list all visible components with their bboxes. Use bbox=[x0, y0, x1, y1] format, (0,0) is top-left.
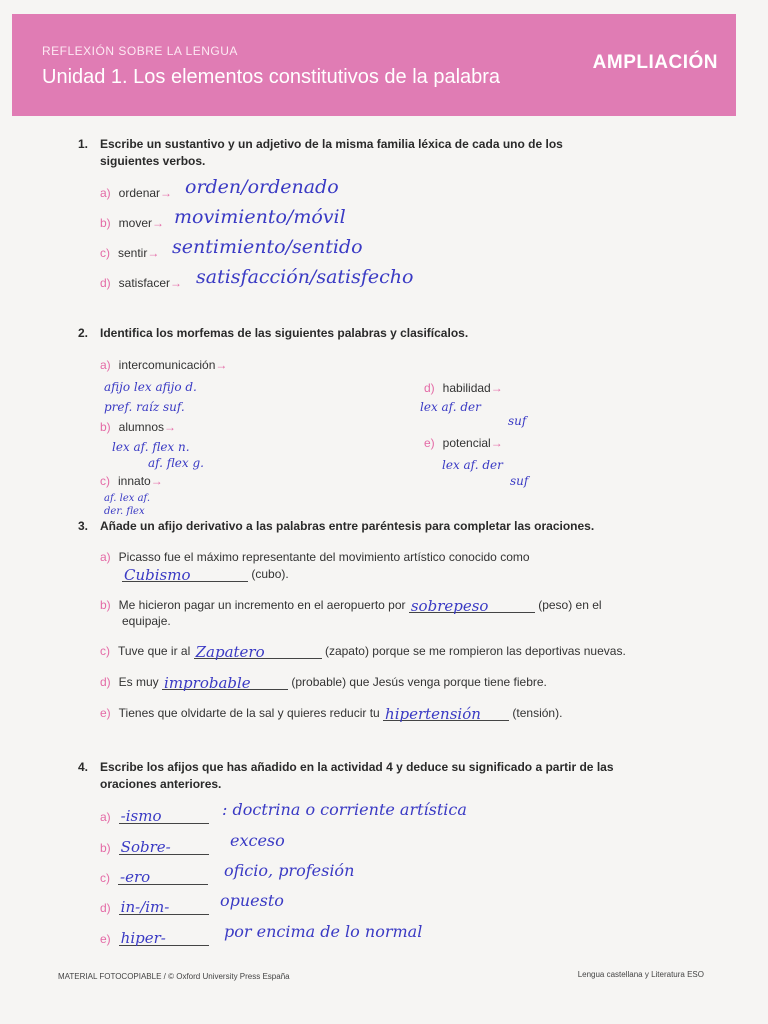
item-word: intercomunicación bbox=[118, 358, 216, 372]
item-letter: b) bbox=[100, 216, 111, 230]
answer-blank bbox=[122, 565, 248, 582]
item-letter: e) bbox=[100, 706, 111, 720]
sentence-text: (peso) en el bbox=[538, 598, 602, 612]
answer-blank bbox=[119, 898, 209, 915]
handwritten-affix: -ero bbox=[120, 868, 151, 886]
q4-meaning-c: oficio, profesión bbox=[224, 861, 355, 880]
sentence-text: Es muy bbox=[118, 675, 159, 689]
arrow-icon: → bbox=[490, 381, 503, 395]
item-letter: d) bbox=[424, 381, 435, 395]
item-letter: e) bbox=[424, 436, 435, 450]
q1-answer-c: sentimiento/sentido bbox=[172, 236, 363, 258]
q4-item-b bbox=[100, 838, 209, 855]
q1-answer-b: movimiento/móvil bbox=[174, 206, 346, 228]
q1-item-b bbox=[100, 216, 164, 230]
q3-sentence-e bbox=[100, 704, 700, 721]
q2-item-a bbox=[100, 358, 227, 372]
q2-notes-c-line2: der. flex bbox=[104, 506, 145, 517]
handwritten-affix: Sobre- bbox=[120, 838, 171, 856]
item-letter: d) bbox=[100, 901, 111, 915]
answer-blank bbox=[194, 642, 322, 659]
q1-answer-d: satisfacción/satisfecho bbox=[196, 266, 414, 288]
header-title: Unidad 1. Los elementos constitutivos de la palabra bbox=[42, 66, 501, 88]
answer-blank bbox=[409, 596, 535, 613]
sentence-text: (zapato) porque se me rompieron las deportivas nuevas. bbox=[324, 644, 626, 658]
item-word: habilidad bbox=[442, 381, 491, 395]
q1-answer-a: orden/ordenado bbox=[185, 176, 339, 198]
arrow-icon: → bbox=[215, 358, 228, 372]
q2-item-b bbox=[100, 420, 176, 434]
header-badge: AMPLIACIÓN bbox=[592, 52, 718, 73]
arrow-icon: → bbox=[170, 276, 183, 290]
item-letter: a) bbox=[100, 810, 111, 824]
q1-item-a bbox=[100, 186, 172, 200]
q2-notes-b-line1: lex af. flex n. bbox=[112, 440, 190, 454]
question-text-line1: Escribe un sustantivo y un adjetivo de la misma familia léxica de cada uno de los bbox=[100, 137, 563, 151]
sentence-text: Tuve que ir al bbox=[118, 644, 191, 658]
sentence-text: Me hicieron pagar un incremento en el aeropuerto por bbox=[118, 598, 406, 612]
sentence-text: (probable) que Jesús venga porque tiene fiebre. bbox=[291, 675, 547, 689]
item-letter: b) bbox=[100, 841, 111, 855]
answer-blank bbox=[383, 704, 509, 721]
q2-notes-e-line1: lex af. der bbox=[442, 458, 503, 472]
question-text-line2: oraciones anteriores. bbox=[100, 777, 222, 791]
item-letter: b) bbox=[100, 420, 111, 434]
arrow-icon: → bbox=[164, 420, 177, 434]
item-word: potencial bbox=[442, 436, 491, 450]
question-number: 1. bbox=[78, 137, 89, 151]
q4-item-d bbox=[100, 898, 209, 915]
q4-meaning-d: opuesto bbox=[220, 891, 284, 910]
q2-notes-e-line2: suf bbox=[510, 474, 529, 488]
question-text-line1: Escribe los afijos que has añadido en la actividad 4 y deduce su significado a partir de las bbox=[100, 760, 614, 774]
answer-blank bbox=[162, 673, 288, 690]
q3-sentence-a bbox=[100, 549, 690, 582]
item-letter: c) bbox=[100, 474, 110, 488]
handwritten-answer: sobrepeso bbox=[410, 597, 489, 615]
q2-item-d bbox=[424, 381, 503, 395]
item-letter: c) bbox=[100, 246, 110, 260]
q2-notes-d-line1: lex af. der bbox=[420, 400, 481, 414]
arrow-icon: → bbox=[150, 474, 163, 488]
handwritten-answer: improbable bbox=[164, 674, 251, 692]
q3-sentence-c bbox=[100, 642, 700, 659]
item-letter: a) bbox=[100, 186, 111, 200]
question-number: 3. bbox=[78, 519, 89, 533]
handwritten-affix: hiper- bbox=[120, 929, 166, 947]
item-word: mover bbox=[118, 216, 153, 230]
q4-meaning-e: por encima de lo normal bbox=[224, 922, 423, 941]
question-text-line2: siguientes verbos. bbox=[100, 154, 206, 168]
q1-item-d bbox=[100, 276, 182, 290]
q4-item-e bbox=[100, 929, 209, 946]
q4-meaning-a: : doctrina o corriente artística bbox=[222, 800, 467, 819]
q3-sentence-b bbox=[100, 596, 690, 629]
q2-notes-b-line2: af. flex g. bbox=[148, 456, 204, 470]
q2-notes-a-line2: pref. raíz suf. bbox=[104, 400, 185, 414]
question-number: 2. bbox=[78, 326, 89, 340]
item-letter: a) bbox=[100, 550, 111, 564]
question-text: Identifica los morfemas de las siguientes palabras y clasifícalos. bbox=[100, 326, 469, 340]
item-letter: e) bbox=[100, 932, 111, 946]
sentence-text: (cubo). bbox=[251, 567, 289, 581]
arrow-icon: → bbox=[152, 216, 165, 230]
arrow-icon: → bbox=[490, 436, 503, 450]
item-word: innato bbox=[118, 474, 151, 488]
footer-copyright: MATERIAL FOTOCOPIABLE / © Oxford University Press España bbox=[58, 972, 290, 981]
item-word: satisfacer bbox=[118, 276, 171, 290]
question-text: Añade un afijo derivativo a las palabras entre paréntesis para completar las oraciones. bbox=[100, 519, 595, 533]
arrow-icon: → bbox=[147, 246, 160, 260]
q1-item-c bbox=[100, 246, 159, 260]
handwritten-answer: hipertensión bbox=[385, 705, 481, 723]
sentence-text: Picasso fue el máximo representante del movimiento artístico conocido como bbox=[118, 550, 530, 564]
footer-subject: Lengua castellana y Literatura ESO bbox=[577, 970, 704, 979]
handwritten-affix: -ismo bbox=[120, 807, 162, 825]
item-word: alumnos bbox=[118, 420, 165, 434]
handwritten-answer: Zapatero bbox=[195, 643, 265, 661]
q2-item-e bbox=[424, 436, 503, 450]
q2-notes-d-line2: suf bbox=[508, 414, 527, 428]
q4-meaning-b: exceso bbox=[230, 831, 285, 850]
answer-blank bbox=[118, 868, 208, 885]
answer-blank bbox=[119, 807, 209, 824]
q4-item-c bbox=[100, 868, 208, 885]
arrow-icon: → bbox=[160, 186, 173, 200]
q2-item-c bbox=[100, 474, 163, 488]
item-letter: a) bbox=[100, 358, 111, 372]
item-letter: c) bbox=[100, 644, 110, 658]
sentence-text: equipaje. bbox=[122, 614, 171, 628]
q4-item-a bbox=[100, 807, 209, 824]
q2-notes-c-line1: af. lex af. bbox=[104, 493, 151, 504]
handwritten-answer: Cubismo bbox=[124, 566, 191, 584]
q2-notes-a-line1: afijo lex afijo d. bbox=[104, 380, 197, 394]
item-letter: d) bbox=[100, 276, 111, 290]
question-number: 4. bbox=[78, 760, 89, 774]
sentence-text: (tensión). bbox=[512, 706, 563, 720]
item-word: sentir bbox=[118, 246, 148, 260]
item-letter: c) bbox=[100, 871, 110, 885]
answer-blank bbox=[119, 929, 209, 946]
item-letter: d) bbox=[100, 675, 111, 689]
q3-sentence-d bbox=[100, 673, 690, 690]
answer-blank bbox=[119, 838, 209, 855]
item-letter: b) bbox=[100, 598, 111, 612]
sentence-text: Tienes que olvidarte de la sal y quieres reducir tu bbox=[118, 706, 380, 720]
worksheet-header bbox=[12, 14, 736, 116]
item-word: ordenar bbox=[118, 186, 161, 200]
handwritten-affix: in-/im- bbox=[120, 898, 170, 916]
header-subtitle: REFLEXIÓN SOBRE LA LENGUA bbox=[42, 44, 238, 58]
